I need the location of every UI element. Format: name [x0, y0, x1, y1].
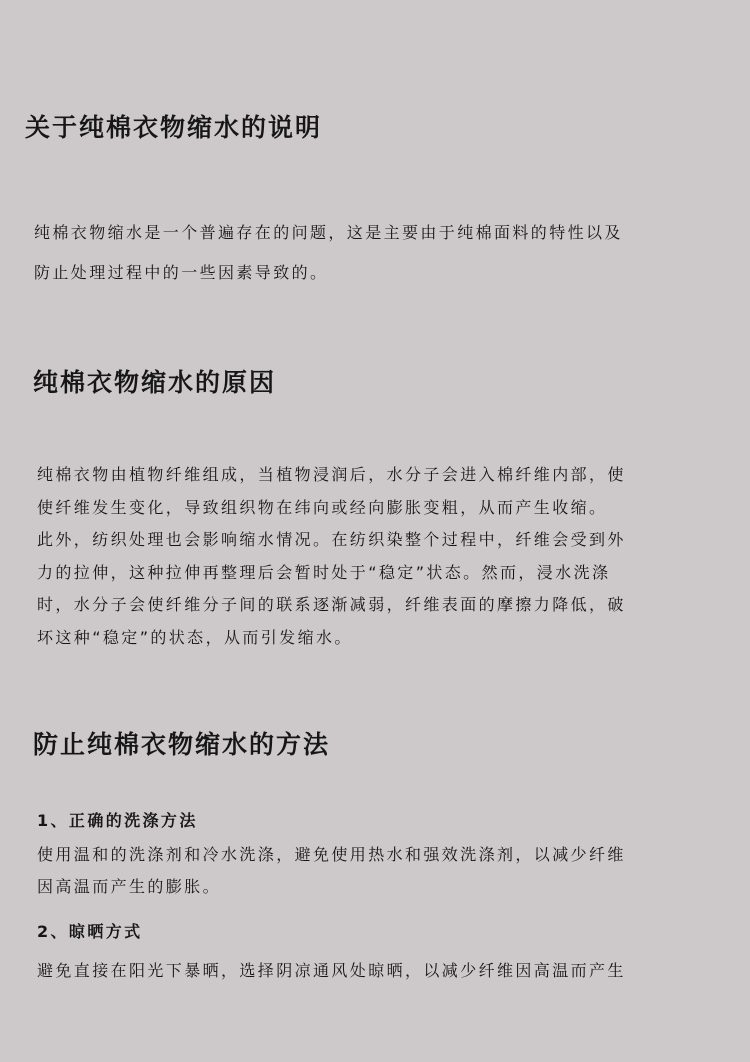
- text-line: 此外，纺织处理也会影响缩水情况。在纺织染整个过程中，纤维会受到外: [37, 530, 626, 549]
- method-paragraph-drying: [37, 955, 626, 987]
- method-title-drying: 2、晾晒方式: [37, 922, 143, 941]
- method-title-washing: 1、正确的洗涤方法: [37, 811, 198, 830]
- text-line: 防止处理过程中的一些因素导致的。: [34, 263, 329, 282]
- text-line: 坏这种“稳定”的状态，从而引发缩水。: [37, 627, 353, 647]
- text-line: 纯棉衣物由植物纤维组成，当植物浸润后，水分子会进入棉纤维内部，使: [37, 465, 626, 484]
- text-line: 时，水分子会使纤维分子间的联系逐渐减弱，纤维表面的摩擦力降低，破: [37, 595, 626, 614]
- text-line: 避免直接在阳光下暴晒，选择阴凉通风处晾晒，以减少纤维因高温而产生: [37, 961, 626, 980]
- text-line: 使用温和的洗涤剂和冷水洗涤，避免使用热水和强效洗涤剂，以减少纤维: [37, 845, 626, 864]
- method-paragraph-washing: [37, 839, 626, 903]
- section-paragraph-explanation: [34, 213, 623, 293]
- text-line: 纯棉衣物缩水是一个普遍存在的问题，这是主要由于纯棉面料的特性以及: [34, 223, 623, 242]
- section-paragraph-causes: [37, 459, 626, 654]
- section-title-shrinkage-causes: 纯棉衣物缩水的原因: [33, 368, 277, 397]
- text-line: 因高温而产生的膨胀。: [37, 877, 222, 896]
- text-line: 力的拉伸，这种拉伸再整理后会暂时处于“稳定”状态。然而，浸水洗涤: [37, 562, 611, 582]
- section-title-shrinkage-explanation: 关于纯棉衣物缩水的说明: [25, 113, 323, 142]
- text-line: 使纤维发生变化，导致组织物在纬向或经向膨胀变粗，从而产生收缩。: [37, 497, 608, 517]
- section-title-prevention-methods: 防止纯棉衣物缩水的方法: [33, 730, 331, 759]
